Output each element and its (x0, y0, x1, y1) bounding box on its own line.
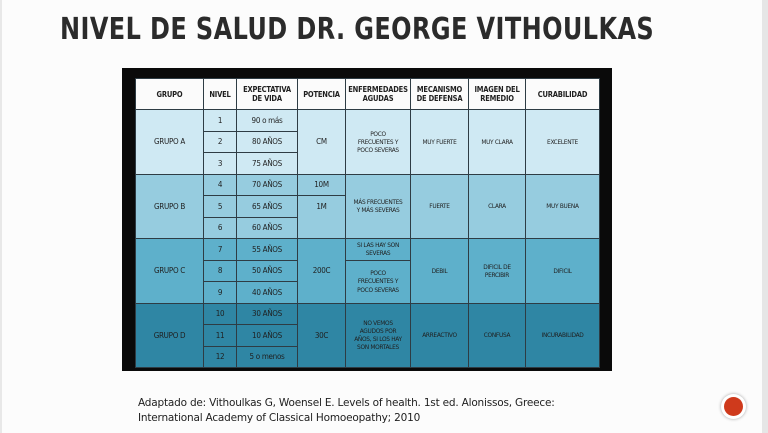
expectativa-cell: 70 AÑOS (237, 174, 298, 196)
group-name-d: GRUPO D (136, 303, 204, 368)
enfermedades-line: SI LAS HAY SON (356, 241, 400, 250)
header-enfermedades (346, 79, 411, 110)
enfermedades-line: SEVERAS (365, 249, 391, 258)
group-name-a: GRUPO A (136, 110, 204, 175)
expectativa-cell: 55 AÑOS (237, 239, 298, 261)
enfermedades-line: POCO SEVERAS (357, 285, 399, 294)
table-row (136, 239, 600, 261)
nivel-cell: 2 (204, 131, 237, 153)
header-enfermedades-line2: AGUDAS (362, 94, 394, 103)
expectativa-cell: 65 AÑOS (237, 196, 298, 218)
header-imagen (469, 79, 526, 110)
enfermedades-cell (346, 239, 411, 261)
potencia-cell: 200C (298, 239, 346, 304)
expectativa-cell: 90 o más (237, 110, 298, 132)
enfermedades-line: NO VEMOS (363, 319, 393, 327)
header-expectativa (237, 79, 298, 110)
header-grupo: GRUPO (136, 79, 204, 110)
header-mecanismo-line2: DE DEFENSA (416, 94, 463, 103)
header-imagen-line2: REMEDIO (480, 94, 514, 103)
expectativa-cell: 40 AÑOS (237, 282, 298, 304)
next-slide-circle-icon (724, 397, 743, 416)
imagen-cell: CONFUSA (469, 303, 526, 368)
expectativa-cell: 75 AÑOS (237, 153, 298, 175)
enfermedades-line: MÁS FRECUENTES (353, 198, 403, 207)
expectativa-cell: 5 o menos (237, 346, 298, 368)
slide-title: NIVEL DE SALUD DR. GEORGE VITHOULKAS (60, 12, 655, 47)
imagen-cell (469, 239, 526, 304)
header-mecanismo (411, 79, 469, 110)
header-potencia: POTENCIA (298, 79, 346, 110)
table-header-row (136, 79, 600, 110)
enfermedades-cell (346, 110, 411, 175)
nivel-cell: 7 (204, 239, 237, 261)
enfermedades-line: Y MÁS SEVERAS (356, 206, 400, 215)
expectativa-cell: 30 AÑOS (237, 303, 298, 325)
caption-line-1: Adaptado de: Vithoulkas G, Woensel E. Levels of health. 1st ed. Alonissos, Greece: (138, 397, 555, 409)
nivel-cell: 3 (204, 153, 237, 175)
potencia-cell: 1M (298, 196, 346, 239)
potencia-cell: CM (298, 110, 346, 175)
nivel-cell: 4 (204, 174, 237, 196)
nivel-cell: 11 (204, 325, 237, 347)
expectativa-cell: 10 AÑOS (237, 325, 298, 347)
potencia-cell: 10M (298, 174, 346, 196)
next-slide-button[interactable] (721, 394, 746, 419)
enfermedades-line: POCO SEVERAS (357, 145, 399, 154)
enfermedades-line: POCO (370, 269, 386, 278)
group-name-b: GRUPO B (136, 174, 204, 239)
potencia-cell: 30C (298, 303, 346, 368)
enfermedades-line: FRECUENTES Y (357, 137, 399, 146)
nivel-cell: 6 (204, 217, 237, 239)
expectativa-cell: 60 AÑOS (237, 217, 298, 239)
mecanismo-cell: DEBIL (411, 239, 469, 304)
curabilidad-cell: INCURABILIDAD (526, 303, 600, 368)
imagen-cell: MUY CLARA (469, 110, 526, 175)
nivel-cell: 8 (204, 260, 237, 282)
enfermedades-line: FRECUENTES Y (357, 277, 399, 286)
source-caption (138, 396, 555, 426)
mecanismo-cell: FUERTE (411, 174, 469, 239)
header-imagen-line1: IMAGEN DEL (474, 85, 520, 94)
enfermedades-cell (346, 260, 411, 303)
enfermedades-line: AÑOS, SI LOS HAY (354, 335, 402, 344)
curabilidad-cell: DIFICIL (526, 239, 600, 304)
enfermedades-line: AGUDOS POR (359, 327, 397, 336)
table-row (136, 110, 600, 132)
health-levels-table (135, 78, 600, 368)
nivel-cell: 5 (204, 196, 237, 218)
table-row (136, 174, 600, 196)
enfermedades-cell (346, 303, 411, 368)
imagen-line: DIFICIL DE (483, 262, 511, 271)
expectativa-cell: 50 AÑOS (237, 260, 298, 282)
header-nivel: NIVEL (204, 79, 237, 110)
table-row (136, 303, 600, 325)
imagen-line: PERCIBIR (484, 270, 510, 279)
header-expectativa-line1: EXPECTATIVA (243, 85, 291, 94)
enfermedades-cell (346, 174, 411, 239)
enfermedades-line: POCO (370, 129, 386, 138)
curabilidad-cell: MUY BUENA (526, 174, 600, 239)
header-expectativa-line2: DE VIDA (252, 94, 282, 103)
group-name-c: GRUPO C (136, 239, 204, 304)
mecanismo-cell: MUY FUERTE (411, 110, 469, 175)
header-enfermedades-line1: ENFERMEDADES (348, 85, 408, 94)
expectativa-cell: 80 AÑOS (237, 131, 298, 153)
mecanismo-cell: ARREACTIVO (411, 303, 469, 368)
nivel-cell: 9 (204, 282, 237, 304)
scrollbar[interactable] (762, 0, 768, 433)
header-mecanismo-line1: MECANISMO (416, 85, 463, 94)
nivel-cell: 10 (204, 303, 237, 325)
header-curabilidad: CURABILIDAD (526, 79, 600, 110)
nivel-cell: 1 (204, 110, 237, 132)
curabilidad-cell: EXCELENTE (526, 110, 600, 175)
nivel-cell: 12 (204, 346, 237, 368)
caption-line-2: International Academy of Classical Homoeopathy; 2010 (138, 412, 421, 424)
enfermedades-line: SON MORTALES (357, 343, 399, 352)
imagen-cell: CLARA (469, 174, 526, 239)
